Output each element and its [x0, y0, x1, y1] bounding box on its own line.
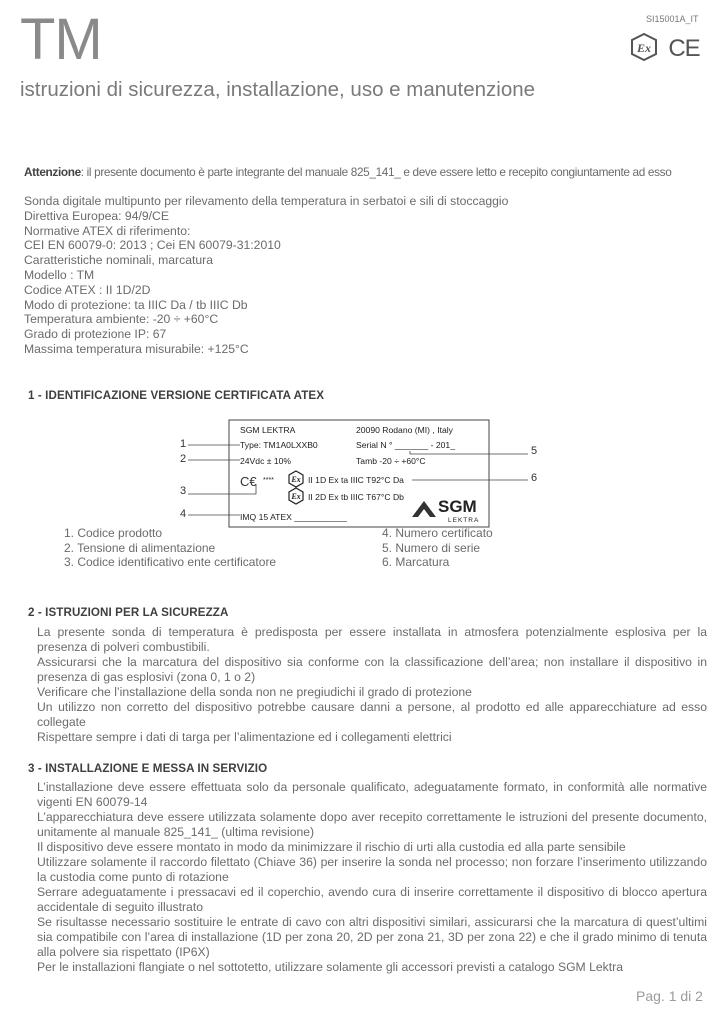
section-3-body — [37, 780, 707, 975]
paragraph: Utilizzare solamente il raccordo filettato (Chiave 36) per inserire la sonda nel processo; non forzare l’inserimento utilizzando la custodia come punto di rotazione — [37, 855, 707, 884]
nameplate-diagram — [180, 416, 560, 531]
paragraph: Se risultasse necessario sostituire le entrate di cavo con altri dispositivi similari, assicurarsi che la marcatura di quest’ultimi sia compatibile con l’area di installazione (1D per zona 20, 2D per zona 21, 3D per zona 22) e che il grado minimo di tenuta alla polvere sia rispettato (IP6X) — [37, 915, 707, 959]
plate-power: 24Vdc ± 10% — [240, 456, 292, 466]
spec-line: Modello : TM — [24, 267, 95, 282]
legend-left — [64, 526, 276, 570]
ce-mark-icon: CE — [668, 35, 700, 62]
document-subtitle: istruzioni di sicurezza, installazione, uso e manutenzione — [20, 78, 536, 101]
callout-5: 5 — [531, 445, 538, 457]
legend-item: 1. Codice prodotto — [64, 526, 163, 540]
certification-marks — [630, 32, 710, 64]
spec-line: Caratteristiche nominali, marcatura — [24, 253, 213, 268]
callout-1: 1 — [180, 438, 187, 450]
legend-item: 3. Codice identificativo ente certificatore — [64, 555, 277, 570]
section-2-heading: 2 - ISTRUZIONI PER LA SICUREZZA — [28, 606, 229, 619]
plate-ce-icon: C€ — [240, 474, 257, 489]
plate-company: SGM LEKTRA — [240, 425, 296, 435]
document-id: SI15001A_IT — [646, 14, 699, 24]
paragraph: Il dispositivo deve essere montato in modo da minimizzare il rischio di urti alla custodia ed alla parte sensibile — [37, 840, 626, 854]
paragraph: Serrare adeguatamente i pressacavi ed il coperchio, avendo cura di inserire correttamente il dispositivo di blocco apertura accidentale di seguito illustrato — [37, 885, 707, 914]
atex-hexagon-icon — [632, 34, 656, 60]
spec-line: Modo di protezione: ta IIIC Da / tb IIIC Db — [24, 297, 248, 312]
logo-sub-text: LEKTRA — [448, 517, 480, 524]
paragraph: Un utilizzo non corretto del dispositivo potrebbe causare danni a persone, al prodotto ed alle apparecchiature ad esso collegate — [37, 700, 707, 729]
page-number: Pag. 1 di 2 — [636, 988, 703, 1004]
spec-line: Massima temperatura misurabile: +125°C — [24, 341, 249, 356]
spec-line: Direttiva Europea: 94/9/CE — [24, 208, 169, 223]
paragraph: Rispettare sempre i dati di targa per l’alimentazione ed i collegamenti elettrici — [37, 730, 452, 744]
plate-tamb: Tamb -20 ÷ +60°C — [356, 456, 426, 466]
legend-item: 2. Tensione di alimentazione — [64, 540, 216, 555]
paragraph: Verificare che l’installazione della sonda non ne pregiudichi il grado di protezione — [37, 685, 472, 699]
spec-list — [24, 194, 508, 357]
atex-mark-text: Ex — [636, 41, 652, 55]
legend-right — [382, 526, 493, 570]
paragraph: Assicurarsi che la marcatura del dispositivo sia conforme con la classificazione dell’area; non installare il dispositivo in presenza di gas esplosivi (zona 0, 1 o 2) — [37, 655, 707, 684]
svg-text:Ex: Ex — [291, 492, 301, 501]
section-1-heading: 1 - IDENTIFICAZIONE VERSIONE CERTIFICATA ATEX — [28, 389, 325, 402]
callout-4: 4 — [180, 508, 187, 520]
section-2-body — [37, 625, 707, 745]
paragraph: L’installazione deve essere effettuata solo da personale qualificato, adeguatamente formato, in conformità alle normative vigenti EN 60079-14 — [37, 780, 707, 809]
plate-marking-2: II 2D Ex tb IIIC T67°C Db — [308, 492, 404, 502]
spec-line: Temperatura ambiente: -20 ÷ +60°C — [24, 312, 219, 327]
callout-3: 3 — [180, 485, 187, 497]
spec-line: CEI EN 60079-0: 2013 ; Cei EN 60079-31:2010 — [24, 238, 281, 253]
attention-text: : il presente documento è parte integrante del manuale 825_141_ e deve essere letto e recepito congiuntamente ad esso — [80, 165, 672, 179]
plate-type: Type: TM1A0LXXB0 — [240, 440, 318, 450]
attention-label: Attenzione — [24, 165, 81, 179]
legend-item: 6. Marcatura — [382, 555, 450, 570]
paragraph: Per le installazioni flangiate o nel sottotetto, utilizzare solamente gli accessori previsti a catalogo SGM Lektra — [37, 960, 623, 974]
spec-line: Normative ATEX di riferimento: — [24, 223, 191, 238]
callout-2: 2 — [180, 453, 187, 465]
legend-item: 5. Numero di serie — [382, 540, 481, 555]
plate-address: 20090 Rodano (MI) , Italy — [356, 425, 453, 435]
spec-line: Codice ATEX : II 1D/2D — [24, 282, 151, 297]
plate-imq: IMQ 15 ATEX ___________ — [240, 512, 347, 522]
plate-marking-1: II 1D Ex ta IIIC T92°C Da — [308, 475, 404, 485]
callout-6: 6 — [531, 472, 538, 484]
paragraph: La presente sonda di temperatura è predisposta per essere installata in atmosfera potenzialmente esplosiva per la presenza di polveri combustibili. — [37, 625, 707, 654]
svg-text:Ex: Ex — [291, 475, 301, 484]
legend-item: 4. Numero certificato — [382, 526, 493, 540]
document-title: TM — [20, 7, 102, 72]
plate-serial: Serial N ° _______ - 201_ — [356, 440, 455, 450]
paragraph: L’apparecchiatura deve essere utilizzata solamente dopo aver recepito correttamente le istruzioni del presente documento, unitamente al manuale 825_141_ (ultima revisione) — [37, 810, 707, 839]
spec-line: Grado di protezione IP: 67 — [24, 327, 167, 342]
plate-ce-number: **** — [263, 477, 274, 484]
spec-line: Sonda digitale multipunto per rilevamento della temperatura in serbatoi e sili di stoccaggio — [24, 194, 509, 208]
section-3-heading: 3 - INSTALLAZIONE E MESSA IN SERVIZIO — [28, 762, 268, 775]
attention-note — [24, 165, 671, 179]
logo-main-text: SGM — [438, 497, 477, 516]
